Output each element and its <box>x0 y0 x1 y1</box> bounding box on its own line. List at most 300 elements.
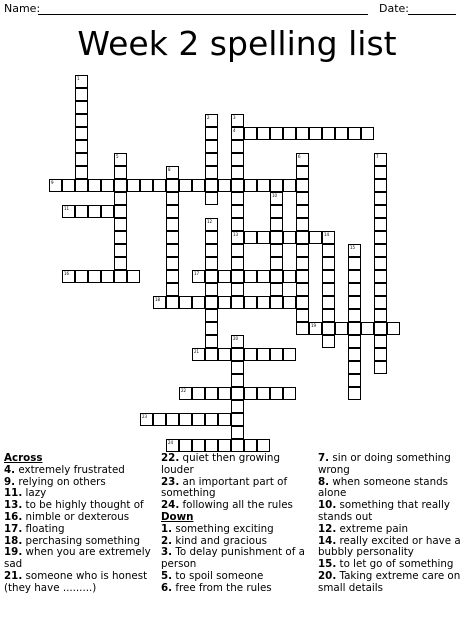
page-title: Week 2 spelling list <box>77 24 397 63</box>
crossword-cell[interactable] <box>231 283 244 296</box>
clue-number: 15. <box>318 558 337 571</box>
clue-text: extreme pain <box>339 522 409 535</box>
clue-number-label: 19 <box>311 323 317 328</box>
clue-text: quiet then growing louder <box>161 452 280 476</box>
clue-number: 14. <box>318 534 337 547</box>
crossword-cell[interactable] <box>322 335 335 348</box>
crossword-cell[interactable] <box>62 270 75 283</box>
crossword-cell[interactable] <box>166 257 179 270</box>
crossword-cell[interactable] <box>374 231 387 244</box>
clue-text: to let go of something <box>339 558 454 571</box>
crossword-cell[interactable] <box>231 231 244 244</box>
clue-number: 17. <box>4 522 23 535</box>
clue-number: 3. <box>161 546 173 559</box>
crossword-cell[interactable] <box>322 309 335 322</box>
clue-number: 12. <box>318 522 337 535</box>
clue-number-label: 24 <box>168 440 174 445</box>
crossword-cell[interactable] <box>179 179 192 192</box>
crossword-cell[interactable] <box>322 244 335 257</box>
crossword-cell[interactable] <box>270 283 283 296</box>
crossword-cell[interactable] <box>257 231 270 244</box>
crossword-cell[interactable] <box>296 179 309 192</box>
crossword-cell[interactable] <box>374 296 387 309</box>
crossword-cell[interactable] <box>244 231 257 244</box>
clue-number-label: 21 <box>194 349 200 354</box>
crossword-cell[interactable] <box>374 309 387 322</box>
crossword-cell[interactable] <box>114 153 127 166</box>
down-clue-list <box>161 524 311 595</box>
clue-number: 7. <box>318 452 330 464</box>
crossword-cell[interactable] <box>205 192 218 205</box>
clue-text: Taking extreme care on small details <box>318 569 461 594</box>
crossword-cell[interactable] <box>88 179 101 192</box>
crossword-cell[interactable] <box>231 166 244 179</box>
crossword-cell[interactable] <box>374 153 387 166</box>
crossword-cell[interactable] <box>296 309 309 322</box>
clue-item <box>318 500 470 524</box>
clue-number-label: 4 <box>233 128 236 133</box>
crossword-cell[interactable] <box>231 439 244 452</box>
crossword-cell[interactable] <box>348 257 361 270</box>
clues-column-2 <box>161 453 311 595</box>
crossword-cell[interactable] <box>374 322 387 335</box>
crossword-cell[interactable] <box>101 179 114 192</box>
crossword-cell[interactable] <box>166 439 179 452</box>
clue-number-label: 5 <box>116 154 119 159</box>
crossword-cell[interactable] <box>114 244 127 257</box>
crossword-cell[interactable] <box>374 179 387 192</box>
crossword-cell[interactable] <box>309 231 322 244</box>
crossword-cell[interactable] <box>205 413 218 426</box>
crossword-cell[interactable] <box>114 166 127 179</box>
crossword-cell[interactable] <box>348 127 361 140</box>
clue-text: nimble or dexterous <box>25 510 130 523</box>
crossword-cell[interactable] <box>322 270 335 283</box>
crossword-cell[interactable] <box>374 335 387 348</box>
clue-item <box>318 536 470 560</box>
crossword-cell[interactable] <box>231 374 244 387</box>
crossword-cell[interactable] <box>257 348 270 361</box>
clue-number: 2. <box>161 534 173 547</box>
crossword-cell[interactable] <box>257 296 270 309</box>
crossword-cell[interactable] <box>296 283 309 296</box>
crossword-cell[interactable] <box>270 296 283 309</box>
clue-number-label: 12 <box>207 219 213 224</box>
crossword-cell[interactable] <box>205 231 218 244</box>
crossword-cell[interactable] <box>374 270 387 283</box>
crossword-cell[interactable] <box>192 348 205 361</box>
crossword-cell[interactable] <box>140 413 153 426</box>
crossword-cell[interactable] <box>296 244 309 257</box>
clue-number-label: 10 <box>272 193 278 198</box>
crossword-cell[interactable] <box>296 192 309 205</box>
crossword-cell[interactable] <box>231 244 244 257</box>
crossword-cell[interactable] <box>205 387 218 400</box>
clue-number: 1. <box>161 522 173 535</box>
crossword-cell[interactable] <box>192 296 205 309</box>
crossword-cell[interactable] <box>348 335 361 348</box>
crossword-cell[interactable] <box>75 153 88 166</box>
clue-number-label: 13 <box>233 232 239 237</box>
clue-text: to spoil someone <box>175 569 264 582</box>
clue-number: 9. <box>4 475 16 488</box>
crossword-cell[interactable] <box>296 296 309 309</box>
crossword-cell[interactable] <box>283 127 296 140</box>
crossword-cell[interactable] <box>75 88 88 101</box>
clue-text: extremely frustrated <box>18 463 125 476</box>
crossword-cell[interactable] <box>270 387 283 400</box>
clue-item <box>318 571 470 595</box>
crossword-cell[interactable] <box>296 231 309 244</box>
crossword-cell[interactable] <box>296 322 309 335</box>
clue-item <box>318 477 470 501</box>
crossword-cell[interactable] <box>218 270 231 283</box>
crossword-cell[interactable] <box>114 192 127 205</box>
crossword-cell[interactable] <box>231 179 244 192</box>
crossword-cell[interactable] <box>244 348 257 361</box>
crossword-cell[interactable] <box>374 244 387 257</box>
crossword-cell[interactable] <box>205 335 218 348</box>
crossword-cell[interactable] <box>205 322 218 335</box>
crossword-cell[interactable] <box>205 153 218 166</box>
crossword-cell[interactable] <box>75 166 88 179</box>
clue-text: to be highly thought of <box>25 499 144 512</box>
crossword-cell[interactable] <box>296 127 309 140</box>
crossword-cell[interactable] <box>374 348 387 361</box>
crossword-cell[interactable] <box>231 114 244 127</box>
crossword-cell[interactable] <box>192 439 205 452</box>
crossword-cell[interactable] <box>205 309 218 322</box>
clue-text: following all the rules <box>182 499 293 512</box>
clue-number-label: 16 <box>64 271 70 276</box>
crossword-cell[interactable] <box>296 270 309 283</box>
clue-number: 16. <box>4 510 23 523</box>
clue-text: an important part of something <box>161 475 288 500</box>
crossword-cell[interactable] <box>231 387 244 400</box>
crossword-cell[interactable] <box>218 348 231 361</box>
clue-number-label: 11 <box>64 206 70 211</box>
crossword-cell[interactable] <box>218 296 231 309</box>
clue-text: sin or doing something wrong <box>318 452 451 476</box>
crossword-cell[interactable] <box>179 413 192 426</box>
clue-item <box>161 453 311 477</box>
crossword-cell[interactable] <box>114 270 127 283</box>
clues-column-1 <box>4 453 154 595</box>
crossword-cell[interactable] <box>205 348 218 361</box>
crossword-cell[interactable] <box>231 296 244 309</box>
crossword-cell[interactable] <box>231 413 244 426</box>
crossword-cell[interactable] <box>374 166 387 179</box>
crossword-cell[interactable] <box>309 322 322 335</box>
crossword-cell[interactable] <box>205 244 218 257</box>
crossword-cell[interactable] <box>361 322 374 335</box>
clue-number-label: 17 <box>194 271 200 276</box>
crossword-cell[interactable] <box>179 387 192 400</box>
crossword-cell[interactable] <box>153 413 166 426</box>
crossword-cell[interactable] <box>153 296 166 309</box>
clue-item <box>161 477 311 501</box>
crossword-cell[interactable] <box>166 205 179 218</box>
crossword-cell[interactable] <box>218 413 231 426</box>
crossword-cell[interactable] <box>205 439 218 452</box>
crossword-cell[interactable] <box>257 439 270 452</box>
crossword-cell[interactable] <box>114 218 127 231</box>
clue-text: someone who is honest (they have .........) <box>4 569 148 594</box>
crossword-cell[interactable] <box>192 387 205 400</box>
crossword-cell[interactable] <box>270 231 283 244</box>
crossword-cell[interactable] <box>270 270 283 283</box>
clue-item <box>4 547 154 571</box>
crossword-cell[interactable] <box>296 153 309 166</box>
clue-number-label: 20 <box>233 336 239 341</box>
crossword-cell[interactable] <box>192 270 205 283</box>
across-heading: Across <box>4 452 43 464</box>
crossword-cell[interactable] <box>244 296 257 309</box>
crossword-cell[interactable] <box>231 127 244 140</box>
crossword-cell[interactable] <box>205 283 218 296</box>
clue-number-label: 22 <box>181 388 187 393</box>
crossword-cell[interactable] <box>348 348 361 361</box>
clue-number-label: 9 <box>51 180 54 185</box>
clue-number-label: 7 <box>376 154 379 159</box>
crossword-cell[interactable] <box>374 192 387 205</box>
clue-number: 6. <box>161 581 173 594</box>
crossword-cell[interactable] <box>49 179 62 192</box>
crossword-cell[interactable] <box>166 283 179 296</box>
crossword-cell[interactable] <box>322 231 335 244</box>
crossword-cell[interactable] <box>231 348 244 361</box>
crossword-cell[interactable] <box>270 127 283 140</box>
crossword-cell[interactable] <box>166 179 179 192</box>
crossword-cell[interactable] <box>127 179 140 192</box>
crossword-cell[interactable] <box>218 439 231 452</box>
crossword-cell[interactable] <box>257 179 270 192</box>
crossword-cell[interactable] <box>244 179 257 192</box>
crossword-cell[interactable] <box>114 231 127 244</box>
crossword-cell[interactable] <box>296 257 309 270</box>
crossword-cell[interactable] <box>62 205 75 218</box>
crossword-cell[interactable] <box>62 179 75 192</box>
crossword-cell[interactable] <box>153 179 166 192</box>
clue-number-label: 2 <box>207 115 210 120</box>
crossword-cell[interactable] <box>348 283 361 296</box>
crossword-cell[interactable] <box>127 270 140 283</box>
crossword-cell[interactable] <box>231 270 244 283</box>
crossword-cell[interactable] <box>374 361 387 374</box>
crossword-cell[interactable] <box>166 296 179 309</box>
crossword-cell[interactable] <box>348 387 361 400</box>
crossword-cell[interactable] <box>270 179 283 192</box>
crossword-cell[interactable] <box>75 127 88 140</box>
crossword-cell[interactable] <box>296 218 309 231</box>
crossword-cell[interactable] <box>166 413 179 426</box>
crossword-cell[interactable] <box>348 374 361 387</box>
crossword-cell[interactable] <box>374 218 387 231</box>
crossword-cell[interactable] <box>283 270 296 283</box>
crossword-cell[interactable] <box>335 127 348 140</box>
clue-number: 5. <box>161 569 173 582</box>
down-clue-list-cont <box>318 453 470 595</box>
crossword-cell[interactable] <box>205 218 218 231</box>
crossword-cell[interactable] <box>231 335 244 348</box>
clue-text: lazy <box>25 487 47 500</box>
crossword-cell[interactable] <box>387 322 400 335</box>
crossword-cell[interactable] <box>348 361 361 374</box>
crossword-cell[interactable] <box>374 205 387 218</box>
crossword-cell[interactable] <box>257 270 270 283</box>
crossword-cell[interactable] <box>205 270 218 283</box>
crossword-cell[interactable] <box>166 192 179 205</box>
crossword-cell[interactable] <box>192 413 205 426</box>
crossword-cell[interactable] <box>166 244 179 257</box>
crossword-cell[interactable] <box>322 127 335 140</box>
clue-text: floating <box>25 522 65 535</box>
clue-number-label: 18 <box>155 297 161 302</box>
crossword-cell[interactable] <box>244 387 257 400</box>
crossword-cell[interactable] <box>205 257 218 270</box>
crossword-cell[interactable] <box>101 205 114 218</box>
clue-text: perchasing something <box>25 534 140 547</box>
crossword-cell[interactable] <box>140 179 153 192</box>
crossword-cell[interactable] <box>283 348 296 361</box>
clue-text: free from the rules <box>175 581 272 594</box>
clue-number: 23. <box>161 475 180 488</box>
clue-text: something that really stands out <box>318 499 450 523</box>
clue-number-label: 3 <box>233 115 236 120</box>
crossword-cell[interactable] <box>205 127 218 140</box>
crossword-cell[interactable] <box>348 322 361 335</box>
crossword-cell[interactable] <box>348 296 361 309</box>
crossword-cell[interactable] <box>75 101 88 114</box>
clue-number-label: 1 <box>77 76 80 81</box>
crossword-cell[interactable] <box>231 361 244 374</box>
crossword-cell[interactable] <box>231 205 244 218</box>
crossword-cell[interactable] <box>374 257 387 270</box>
crossword-cell[interactable] <box>270 205 283 218</box>
crossword-cell[interactable] <box>231 153 244 166</box>
clue-number-label: 6 <box>298 154 301 159</box>
crossword-cell[interactable] <box>270 218 283 231</box>
crossword-cell[interactable] <box>205 140 218 153</box>
crossword-cell[interactable] <box>205 296 218 309</box>
crossword-cell[interactable] <box>270 192 283 205</box>
crossword-cell[interactable] <box>231 257 244 270</box>
crossword-cell[interactable] <box>75 270 88 283</box>
clue-number: 10. <box>318 499 337 512</box>
crossword-cell[interactable] <box>257 387 270 400</box>
clue-number: 18. <box>4 534 23 547</box>
clue-number: 20. <box>318 569 337 582</box>
crossword-cell[interactable] <box>283 179 296 192</box>
crossword-cell[interactable] <box>244 127 257 140</box>
crossword-cell[interactable] <box>231 192 244 205</box>
crossword-cell[interactable] <box>348 244 361 257</box>
crossword-cell[interactable] <box>205 114 218 127</box>
clue-text: really excited or have a bubbly personality <box>318 534 461 559</box>
crossword-cell[interactable] <box>218 179 231 192</box>
crossword-cell[interactable] <box>75 140 88 153</box>
crossword-cell[interactable] <box>322 322 335 335</box>
name-label: Name: <box>4 2 41 15</box>
crossword-cell[interactable] <box>166 270 179 283</box>
clue-number-label: 14 <box>324 232 330 237</box>
crossword-cell[interactable] <box>114 205 127 218</box>
clue-number-label: 8 <box>168 167 171 172</box>
crossword-cell[interactable] <box>205 179 218 192</box>
crossword-cell[interactable] <box>270 244 283 257</box>
crossword-cell[interactable] <box>335 322 348 335</box>
crossword-cell[interactable] <box>88 270 101 283</box>
crossword-cell[interactable] <box>166 218 179 231</box>
crossword-cell[interactable] <box>179 296 192 309</box>
down-heading: Down <box>161 510 194 523</box>
crossword-cell[interactable] <box>75 179 88 192</box>
clue-number-label: 15 <box>350 245 356 250</box>
crossword-cell[interactable] <box>322 257 335 270</box>
crossword-cell[interactable] <box>257 127 270 140</box>
clue-item <box>161 583 311 595</box>
crossword-cell[interactable] <box>88 205 101 218</box>
crossword-cell[interactable] <box>283 231 296 244</box>
crossword-cell[interactable] <box>101 270 114 283</box>
crossword-cell[interactable] <box>309 127 322 140</box>
date-label: Date: <box>379 2 409 15</box>
crossword-cell[interactable] <box>75 75 88 88</box>
crossword-cell[interactable] <box>322 296 335 309</box>
crossword-cell[interactable] <box>296 205 309 218</box>
clue-number: 22. <box>161 452 180 464</box>
clue-text: To delay punishment of a person <box>161 546 305 571</box>
clue-item <box>161 547 311 571</box>
clue-number: 11. <box>4 487 23 500</box>
crossword-cell[interactable] <box>270 348 283 361</box>
clue-text: kind and gracious <box>175 534 267 547</box>
crossword-cell[interactable] <box>283 296 296 309</box>
crossword-cell[interactable] <box>361 127 374 140</box>
clue-number: 8. <box>318 475 330 488</box>
clue-number: 4. <box>4 463 16 476</box>
crossword-cell[interactable] <box>296 166 309 179</box>
crossword-cell[interactable] <box>75 114 88 127</box>
crossword-cell[interactable] <box>166 166 179 179</box>
across-clue-list <box>4 465 154 595</box>
clue-item <box>318 453 470 477</box>
clue-text: when you are extremely sad <box>4 546 151 571</box>
crossword-cell[interactable] <box>192 179 205 192</box>
crossword-cell[interactable] <box>114 257 127 270</box>
crossword-cell[interactable] <box>374 283 387 296</box>
crossword-cell[interactable] <box>179 439 192 452</box>
crossword-cell[interactable] <box>231 400 244 413</box>
clue-text: when someone stands alone <box>318 475 449 500</box>
crossword-cell[interactable] <box>348 270 361 283</box>
crossword-cell[interactable] <box>348 309 361 322</box>
crossword-cell[interactable] <box>322 283 335 296</box>
crossword-cell[interactable] <box>231 218 244 231</box>
crossword-cell[interactable] <box>218 387 231 400</box>
crossword-cell[interactable] <box>244 439 257 452</box>
crossword-cell[interactable] <box>231 140 244 153</box>
crossword-cell[interactable] <box>283 387 296 400</box>
crossword-cell[interactable] <box>75 205 88 218</box>
clue-text: relying on others <box>18 475 106 488</box>
crossword-cell[interactable] <box>205 166 218 179</box>
crossword-cell[interactable] <box>114 179 127 192</box>
crossword-cell[interactable] <box>166 231 179 244</box>
crossword-cell[interactable] <box>231 426 244 439</box>
crossword-cell[interactable] <box>270 257 283 270</box>
crossword-cell[interactable] <box>244 270 257 283</box>
